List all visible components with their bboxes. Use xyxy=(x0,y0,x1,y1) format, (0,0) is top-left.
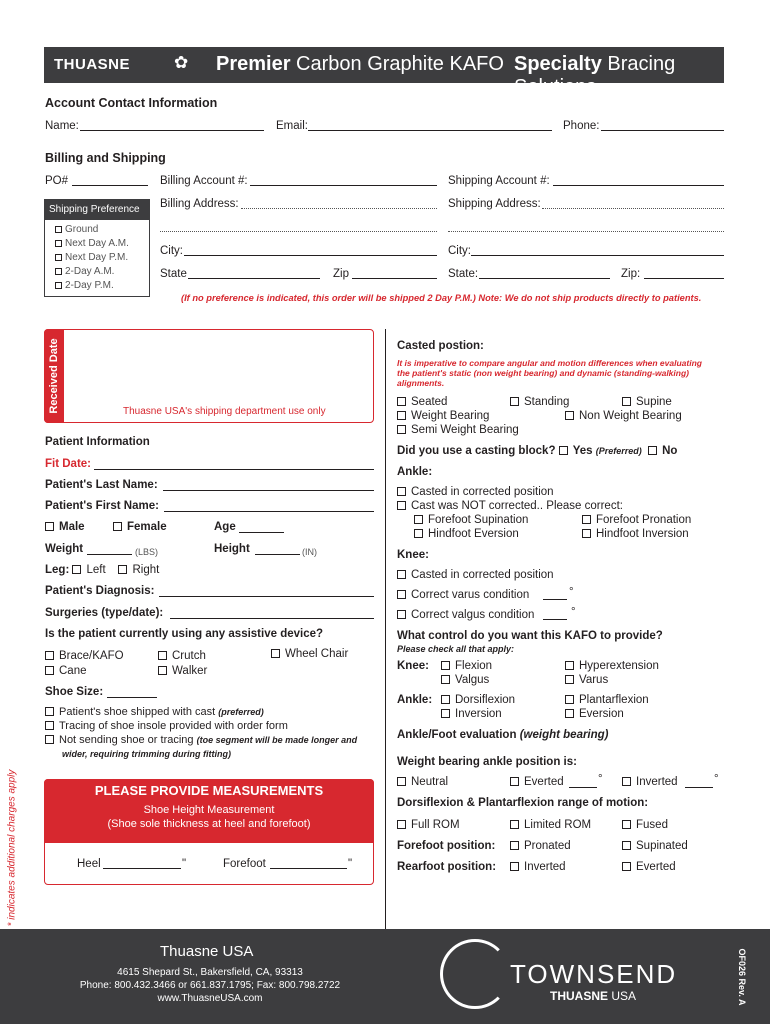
height-field[interactable] xyxy=(255,554,300,555)
fit-date-field[interactable] xyxy=(94,469,374,470)
surgeries-label: Surgeries (type/date): xyxy=(45,607,164,619)
wb-ankle-question: Weight bearing ankle position is: xyxy=(397,756,577,768)
checkbox[interactable] xyxy=(55,240,62,247)
rearfoot-inverted[interactable] xyxy=(510,861,566,873)
rearfoot-everted[interactable] xyxy=(622,861,676,873)
weight-field[interactable] xyxy=(87,554,132,555)
control-question: What control do you want this KAFO to provide? xyxy=(397,630,663,642)
shipping-zip-label: Zip: xyxy=(621,268,641,280)
checkbox[interactable] xyxy=(622,820,631,829)
everted-degree-field[interactable] xyxy=(569,787,597,788)
measurements-box xyxy=(44,779,374,885)
control-label: Dorsiflexion xyxy=(455,694,516,706)
shoe-option-note-2: wider, requiring trimming during fitting) xyxy=(62,749,231,759)
received-note: Thuasne USA's shipping department use only xyxy=(123,406,326,417)
billing-city-label: City: xyxy=(160,245,183,257)
wb-option-label: Neutral xyxy=(411,776,449,788)
first-name-label: Patient's First Name: xyxy=(45,500,159,512)
forefoot-option-label: Pronated xyxy=(524,840,571,852)
position-supine[interactable] xyxy=(622,396,672,408)
checkbox[interactable] xyxy=(397,411,406,420)
checkbox[interactable] xyxy=(55,254,62,261)
af-evaluation-heading xyxy=(397,729,609,741)
po-label: PO# xyxy=(45,175,69,187)
townsend-logo-arc-icon xyxy=(440,939,510,1009)
form-title xyxy=(216,53,504,76)
checkbox[interactable] xyxy=(397,487,406,496)
checkbox[interactable] xyxy=(271,649,280,658)
control-label: Plantarflexion xyxy=(579,694,649,706)
inverted-degree-field[interactable] xyxy=(685,787,713,788)
first-name-field[interactable] xyxy=(164,511,374,512)
lbs-unit: (LBS) xyxy=(135,547,159,557)
heel-label: Heel xyxy=(77,858,101,870)
checkbox[interactable] xyxy=(45,707,54,716)
measurements-header xyxy=(44,779,374,843)
name-label: Name: xyxy=(45,120,79,132)
position-label: Standing xyxy=(524,396,570,408)
additional-charges-note: * indicates additional charges apply xyxy=(6,769,18,927)
forefoot-field[interactable] xyxy=(270,868,347,869)
device-wheelchair[interactable] xyxy=(271,648,348,660)
form-subtitle xyxy=(514,53,724,99)
forefoot-pronated[interactable] xyxy=(510,840,571,852)
weight-label: Weight xyxy=(45,543,84,555)
po-field[interactable] xyxy=(72,185,148,186)
device-label: Brace/KAFO xyxy=(59,650,124,662)
knee-heading: Knee: xyxy=(397,549,429,561)
form-header xyxy=(44,47,724,98)
form-title-bold: Premier xyxy=(216,53,291,75)
name-field[interactable] xyxy=(80,130,264,131)
shipping-address-label: Shipping Address: xyxy=(448,198,541,210)
control-label: Varus xyxy=(579,674,609,686)
valgus-degree-field[interactable] xyxy=(543,619,567,620)
position-standing[interactable] xyxy=(510,396,569,408)
rearfoot-position-label: Rearfoot position: xyxy=(397,861,497,873)
ankle-option-1[interactable] xyxy=(397,486,554,498)
checkbox[interactable] xyxy=(397,610,406,619)
forefoot-position-label: Forefoot position: xyxy=(397,840,496,852)
shipping-city-label: City: xyxy=(448,245,471,257)
wb-everted[interactable] xyxy=(510,776,564,788)
forefoot-supination[interactable] xyxy=(414,514,528,526)
shoe-size-label: Shoe Size: xyxy=(45,686,104,698)
heel-unit: " xyxy=(182,858,187,870)
correction-label: Forefoot Pronation xyxy=(596,514,692,526)
ankle-option-label: Cast was NOT corrected.. Please correct: xyxy=(411,500,623,512)
height-label: Height xyxy=(214,543,250,555)
left-label: Left xyxy=(86,564,106,576)
shipping-state-label: State: xyxy=(448,268,479,280)
dp-full-rom[interactable] xyxy=(397,819,460,831)
forefoot-supinated[interactable] xyxy=(622,840,688,852)
footer xyxy=(0,929,770,1024)
thuasne-usa-logo xyxy=(550,989,636,1003)
casting-block-question: Did you use a casting block? xyxy=(397,445,556,457)
measurements-heading: PLEASE PROVIDE MEASUREMENTS xyxy=(94,783,324,798)
control-varus[interactable] xyxy=(565,674,608,686)
checkbox[interactable] xyxy=(45,651,54,660)
degree-symbol: ° xyxy=(571,606,576,618)
male-label: Male xyxy=(59,521,85,533)
shoe-size-field[interactable] xyxy=(107,697,157,698)
knee-option-1[interactable] xyxy=(397,569,554,581)
checkbox[interactable] xyxy=(45,522,54,531)
device-label: Wheel Chair xyxy=(285,648,349,660)
billing-state-label: State xyxy=(160,268,187,280)
checkbox[interactable] xyxy=(397,777,406,786)
position-label: Non Weight Bearing xyxy=(579,410,682,422)
shipping-preference-box xyxy=(44,199,150,297)
column-divider xyxy=(385,329,386,929)
in-unit: (IN) xyxy=(302,547,317,557)
casting-block-row xyxy=(397,445,677,457)
shipping-address-field-1[interactable] xyxy=(542,208,724,209)
ankle-option-label: Casted in corrected position xyxy=(411,486,554,498)
control-label: Valgus xyxy=(455,674,490,686)
shipping-account-label: Shipping Account #: xyxy=(448,175,550,187)
ankle-heading: Ankle: xyxy=(397,466,433,478)
checkbox[interactable] xyxy=(414,529,423,538)
shoe-option-label: Tracing of shoe insole provided with order form xyxy=(59,720,288,732)
device-cane[interactable] xyxy=(45,665,87,677)
checkbox[interactable] xyxy=(510,841,519,850)
device-crutch[interactable] xyxy=(158,650,206,662)
rearfoot-option-label: Inverted xyxy=(524,861,566,873)
preferred-note: (Preferred) xyxy=(595,446,642,456)
diagnosis-field[interactable] xyxy=(159,596,374,597)
phone-label: Phone: xyxy=(563,120,600,132)
varus-degree-field[interactable] xyxy=(543,599,567,600)
fit-date-label: Fit Date: xyxy=(45,458,91,470)
billing-address-field-1[interactable] xyxy=(241,208,437,209)
position-label: Supine xyxy=(636,396,672,408)
checkbox[interactable] xyxy=(565,411,574,420)
knee-option-3[interactable] xyxy=(397,609,534,621)
degree-symbol: ° xyxy=(569,586,574,598)
control-dorsiflexion[interactable] xyxy=(441,694,515,706)
checkbox[interactable] xyxy=(397,820,406,829)
last-name-label: Patient's Last Name: xyxy=(45,479,158,491)
shoe-option-label: Patient's shoe shipped with cast xyxy=(59,706,216,718)
checkbox[interactable] xyxy=(648,446,657,455)
dp-option-label: Limited ROM xyxy=(524,819,592,831)
right-label: Right xyxy=(132,564,160,576)
billing-address-label: Billing Address: xyxy=(160,198,239,210)
dp-question: Dorsiflexion & Plantarflexion range of motion: xyxy=(397,797,649,809)
knee-control-label: Knee: xyxy=(397,660,429,672)
checkbox[interactable] xyxy=(510,397,519,406)
footer-address: 4615 Shepard St., Bakersfield, CA, 93313 xyxy=(117,967,303,978)
casted-position-heading: Casted postion: xyxy=(397,340,484,352)
checkbox[interactable] xyxy=(397,397,406,406)
device-label: Cane xyxy=(59,665,87,677)
checkbox[interactable] xyxy=(55,282,62,289)
checkbox[interactable] xyxy=(45,735,54,744)
control-label: Eversion xyxy=(579,708,624,720)
yes-label: Yes xyxy=(572,445,593,457)
checkbox[interactable] xyxy=(441,695,450,704)
shoe-option-note: (toe segment will be made longer and xyxy=(196,735,358,745)
forefoot-label: Forefoot xyxy=(223,858,266,870)
degree-symbol: ° xyxy=(714,773,719,785)
measurements-sub2: (Shoe sole thickness at heel and forefoot) xyxy=(107,818,311,830)
forefoot-option-label: Supinated xyxy=(636,840,688,852)
af-evaluation-label: Ankle/Foot evaluation xyxy=(397,729,517,741)
received-date-label: Received Date xyxy=(48,338,60,414)
checkbox[interactable] xyxy=(441,661,450,670)
checkbox[interactable] xyxy=(158,666,167,675)
checkbox[interactable] xyxy=(559,446,568,455)
dp-fused[interactable] xyxy=(622,819,668,831)
position-seated[interactable] xyxy=(397,396,447,408)
assistive-question: Is the patient currently using any assistive device? xyxy=(45,628,324,640)
checkbox[interactable] xyxy=(397,425,406,434)
forefoot-pronation[interactable] xyxy=(582,514,691,526)
control-label: Hyperextension xyxy=(579,660,659,672)
device-label: Walker xyxy=(172,665,208,677)
billing-address-field-2[interactable] xyxy=(160,231,437,232)
shoe-option-1[interactable] xyxy=(45,706,264,718)
position-non-weight-bearing[interactable] xyxy=(565,410,682,422)
checkbox[interactable] xyxy=(441,675,450,684)
checkbox[interactable] xyxy=(565,709,574,718)
rearfoot-option-label: Everted xyxy=(636,861,676,873)
correction-label: Hindfoot Eversion xyxy=(428,528,519,540)
shoe-option-2[interactable] xyxy=(45,720,288,732)
billing-zip-label: Zip xyxy=(333,268,349,280)
email-label: Email: xyxy=(276,120,308,132)
checkbox[interactable] xyxy=(55,268,62,275)
wb-neutral[interactable] xyxy=(397,776,448,788)
control-valgus[interactable] xyxy=(441,674,489,686)
control-eversion[interactable] xyxy=(565,708,624,720)
ship-option-next-day-am[interactable] xyxy=(55,238,129,249)
control-flexion[interactable] xyxy=(441,660,492,672)
surgeries-field[interactable] xyxy=(170,618,374,619)
ship-option-2day-pm[interactable] xyxy=(55,280,114,291)
control-hyperextension[interactable] xyxy=(565,660,659,672)
checkbox[interactable] xyxy=(118,565,127,574)
ship-option-label: 2-Day A.M. xyxy=(65,266,115,277)
checkbox[interactable] xyxy=(565,695,574,704)
checkbox[interactable] xyxy=(397,590,406,599)
checkbox[interactable] xyxy=(582,529,591,538)
received-date-tab xyxy=(44,329,64,423)
degree-symbol: ° xyxy=(598,773,603,785)
thuasne-logo: THUASNE xyxy=(54,56,131,73)
ship-option-label: Next Day P.M. xyxy=(65,252,129,263)
billing-state-field[interactable] xyxy=(188,278,320,279)
forefoot-unit: " xyxy=(348,858,353,870)
checkbox[interactable] xyxy=(414,515,423,524)
checkbox[interactable] xyxy=(397,570,406,579)
thuasne-usa-rest: USA xyxy=(608,989,637,1003)
wb-option-label: Everted xyxy=(524,776,564,788)
shipping-state-field[interactable] xyxy=(479,278,610,279)
hindfoot-inversion[interactable] xyxy=(582,528,689,540)
billing-account-field[interactable] xyxy=(250,185,437,186)
footer-website: www.ThuasneUSA.com xyxy=(157,993,263,1004)
billing-account-label: Billing Account #: xyxy=(160,175,248,187)
heel-field[interactable] xyxy=(103,868,181,869)
checkbox[interactable] xyxy=(622,777,631,786)
ship-option-label: Next Day A.M. xyxy=(65,238,129,249)
checkbox[interactable] xyxy=(72,565,81,574)
position-semi-weight-bearing[interactable] xyxy=(397,424,519,436)
knee-option-label: Casted in corrected position xyxy=(411,569,554,581)
ship-option-label: 2-Day P.M. xyxy=(65,280,114,291)
shipping-note: (If no preference is indicated, this order will be shipped 2 Day P.M.) Note: We do not ship products directly to patients. xyxy=(181,293,702,303)
checkbox[interactable] xyxy=(510,862,519,871)
checkbox[interactable] xyxy=(565,661,574,670)
ship-option-label: Ground xyxy=(65,224,99,235)
checkbox[interactable] xyxy=(45,666,54,675)
billing-heading: Billing and Shipping xyxy=(45,151,166,165)
checkbox[interactable] xyxy=(441,709,450,718)
af-evaluation-note: (weight bearing) xyxy=(519,729,609,741)
leg-row xyxy=(45,564,159,576)
wb-inverted[interactable] xyxy=(622,776,678,788)
device-label: Crutch xyxy=(172,650,206,662)
butterfly-icon: ✿ xyxy=(174,53,189,72)
ship-option-2day-am[interactable] xyxy=(55,266,114,277)
correction-label: Hindfoot Inversion xyxy=(596,528,689,540)
checkbox[interactable] xyxy=(55,226,62,233)
phone-field[interactable] xyxy=(601,130,724,131)
device-walker[interactable] xyxy=(158,665,207,677)
knee-option-label: Correct valgus condition xyxy=(411,609,535,621)
position-label: Weight Bearing xyxy=(411,410,490,422)
correction-label: Forefoot Supination xyxy=(428,514,529,526)
checkbox[interactable] xyxy=(397,501,406,510)
hindfoot-eversion[interactable] xyxy=(414,528,519,540)
shoe-option-3[interactable] xyxy=(45,734,357,746)
checkbox[interactable] xyxy=(565,675,574,684)
device-brace[interactable] xyxy=(45,650,124,662)
casted-position-note: It is imperative to compare angular and motion differences when evaluating the patient's static (non weight bearing) and dynamic (standing-walking) alignments. xyxy=(397,358,702,388)
checkbox[interactable] xyxy=(113,522,122,531)
checkbox[interactable] xyxy=(582,515,591,524)
checkbox[interactable] xyxy=(622,841,631,850)
email-field[interactable] xyxy=(308,130,552,131)
checkbox[interactable] xyxy=(45,721,54,730)
townsend-logo: TOWNSEND xyxy=(510,959,678,989)
shipping-preference-heading: Shipping Preference xyxy=(44,199,150,220)
checkbox[interactable] xyxy=(510,777,519,786)
wb-option-label: Inverted xyxy=(636,776,678,788)
ship-option-ground[interactable] xyxy=(55,224,98,235)
form-title-rest: Carbon Graphite KAFO xyxy=(290,53,504,75)
checkbox[interactable] xyxy=(158,651,167,660)
shipping-address-field-2[interactable] xyxy=(448,231,724,232)
billing-zip-field[interactable] xyxy=(352,278,437,279)
account-heading: Account Contact Information xyxy=(45,96,218,110)
shipping-zip-field[interactable] xyxy=(644,278,724,279)
diagnosis-label: Patient's Diagnosis: xyxy=(45,585,155,597)
female-label: Female xyxy=(127,521,167,533)
billing-city-field[interactable] xyxy=(184,255,437,256)
dp-limited-rom[interactable] xyxy=(510,819,591,831)
no-label: No xyxy=(662,445,678,457)
dp-option-label: Full ROM xyxy=(411,819,460,831)
ankle-option-2[interactable] xyxy=(397,500,623,512)
age-field[interactable] xyxy=(239,532,284,533)
control-label: Flexion xyxy=(455,660,493,672)
age-label: Age xyxy=(214,521,236,533)
leg-label: Leg: xyxy=(45,564,70,576)
form-subtitle-bold: Specialty xyxy=(514,53,602,75)
shipping-account-field[interactable] xyxy=(553,185,724,186)
measurements-sub1: Shoe Height Measurement xyxy=(143,804,275,816)
thuasne-usa-bold: THUASNE xyxy=(550,989,609,1003)
knee-option-label: Correct varus condition xyxy=(411,589,530,601)
position-label: Seated xyxy=(411,396,448,408)
shipping-city-field[interactable] xyxy=(471,255,724,256)
position-label: Semi Weight Bearing xyxy=(411,424,519,436)
checkbox[interactable] xyxy=(622,862,631,871)
shoe-option-note: (preferred) xyxy=(218,707,264,717)
footer-phone: Phone: 800.432.3466 or 661.837.1795; Fax: 800.798.2722 xyxy=(79,980,341,991)
received-date-box xyxy=(44,329,374,423)
control-plantarflexion[interactable] xyxy=(565,694,649,706)
male-option[interactable] xyxy=(45,521,85,533)
ankle-control-label: Ankle: xyxy=(397,694,433,706)
control-note: Please check all that apply: xyxy=(397,644,515,654)
shoe-option-label: Not sending shoe or tracing xyxy=(59,734,194,746)
knee-option-2[interactable] xyxy=(397,589,529,601)
last-name-field[interactable] xyxy=(163,490,374,491)
form-revision: OF026 Rev. A xyxy=(737,948,747,1006)
female-option[interactable] xyxy=(113,521,167,533)
form-subtitle-rest: Bracing Solutions xyxy=(514,53,676,98)
checkbox[interactable] xyxy=(622,397,631,406)
patient-info-heading: Patient Information xyxy=(45,436,150,448)
ship-option-next-day-pm[interactable] xyxy=(55,252,128,263)
dp-option-label: Fused xyxy=(636,819,668,831)
control-inversion[interactable] xyxy=(441,708,502,720)
footer-company-name: Thuasne USA xyxy=(160,943,254,960)
position-weight-bearing[interactable] xyxy=(397,410,489,422)
checkbox[interactable] xyxy=(510,820,519,829)
control-label: Inversion xyxy=(455,708,502,720)
